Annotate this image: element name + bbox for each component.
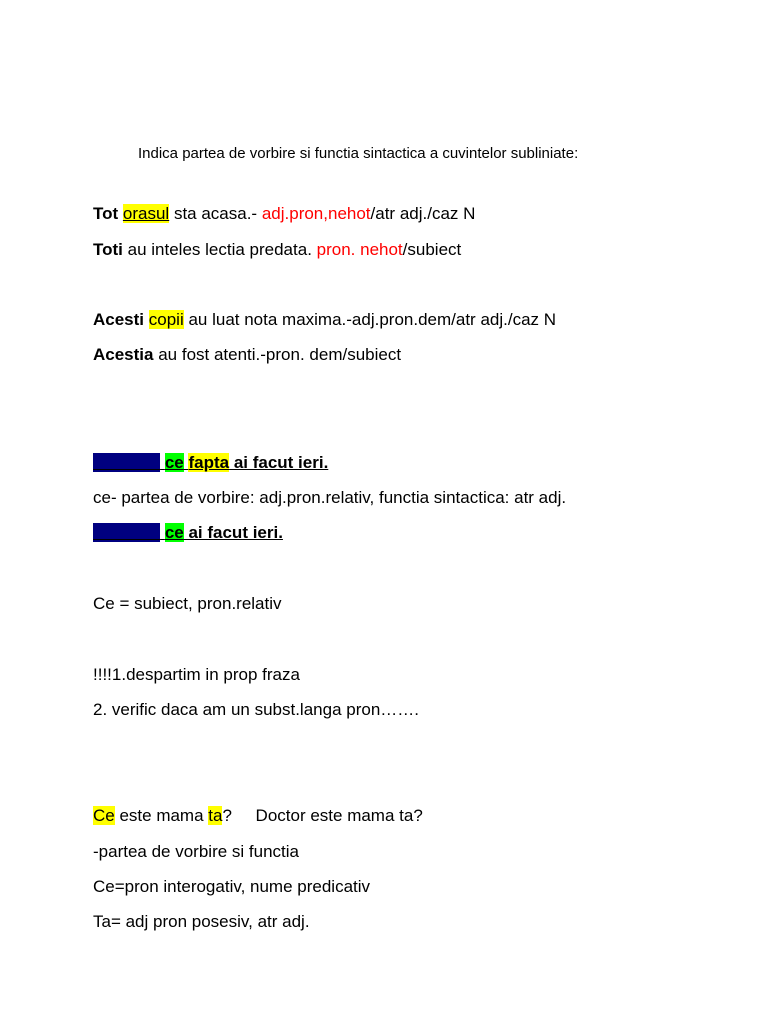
- word-tot: Tot: [93, 204, 119, 223]
- word-copii: copii: [148, 310, 184, 329]
- sentence-am-aflat-ce-fapta: Am aflat ce fapta ai facut ieri.: [93, 453, 329, 472]
- sentence-ce-este-mama-ta: Ce este mama ta? Doctor este mama ta?: [93, 806, 423, 825]
- word-fapta: fapta: [188, 453, 230, 472]
- answer-red: adj.pron,nehot: [261, 204, 371, 223]
- word-orasul: orasul: [122, 204, 170, 223]
- prompt-partea-de-vorbire: -partea de vorbire si functia: [93, 842, 299, 861]
- answer-red: pron. nehot: [316, 240, 403, 259]
- word-acestia: Acestia: [93, 345, 154, 364]
- phrase-am-aflat: Am aflat: [93, 453, 161, 472]
- rule-step-1: !!!!1.despartim in prop fraza: [93, 665, 300, 684]
- word-ce: Ce: [93, 806, 115, 825]
- rule-step-2: 2. verific daca am un subst.langa pron…….: [93, 700, 419, 719]
- sentence-tot-orasul: Tot orasul sta acasa.- adj.pron,nehot/atr adj./caz N: [93, 204, 476, 223]
- document-heading: Indica partea de vorbire si functia sintactica a cuvintelor subliniate:: [138, 145, 579, 162]
- sentence-toti: Toti au inteles lectia predata. pron. nehot/subiect: [93, 240, 462, 259]
- explanation-ce-relativ: ce- partea de vorbire: adj.pron.relativ, functia sintactica: atr adj.: [93, 488, 567, 507]
- word-ta: ta: [208, 806, 223, 825]
- explanation-ce-subiect: Ce = subiect, pron.relativ: [93, 594, 282, 613]
- sentence-acestia: Acestia au fost atenti.-pron. dem/subiect: [93, 345, 402, 364]
- sentence-acesti-copii: Acesti copii au luat nota maxima.-adj.pron.dem/atr adj./caz N: [93, 310, 557, 329]
- answer-ta-posesiv: Ta= adj pron posesiv, atr adj.: [93, 912, 310, 931]
- word-toti: Toti: [93, 240, 123, 259]
- word-acesti: Acesti: [93, 310, 145, 329]
- phrase-am-aflat: Am aflat: [93, 523, 161, 542]
- sentence-am-aflat-ce: Am aflat ce ai facut ieri.: [93, 523, 283, 542]
- word-ce: ce: [164, 453, 184, 472]
- word-ce: ce: [164, 523, 184, 542]
- answer-ce-interogativ: Ce=pron interogativ, nume predicativ: [93, 877, 371, 896]
